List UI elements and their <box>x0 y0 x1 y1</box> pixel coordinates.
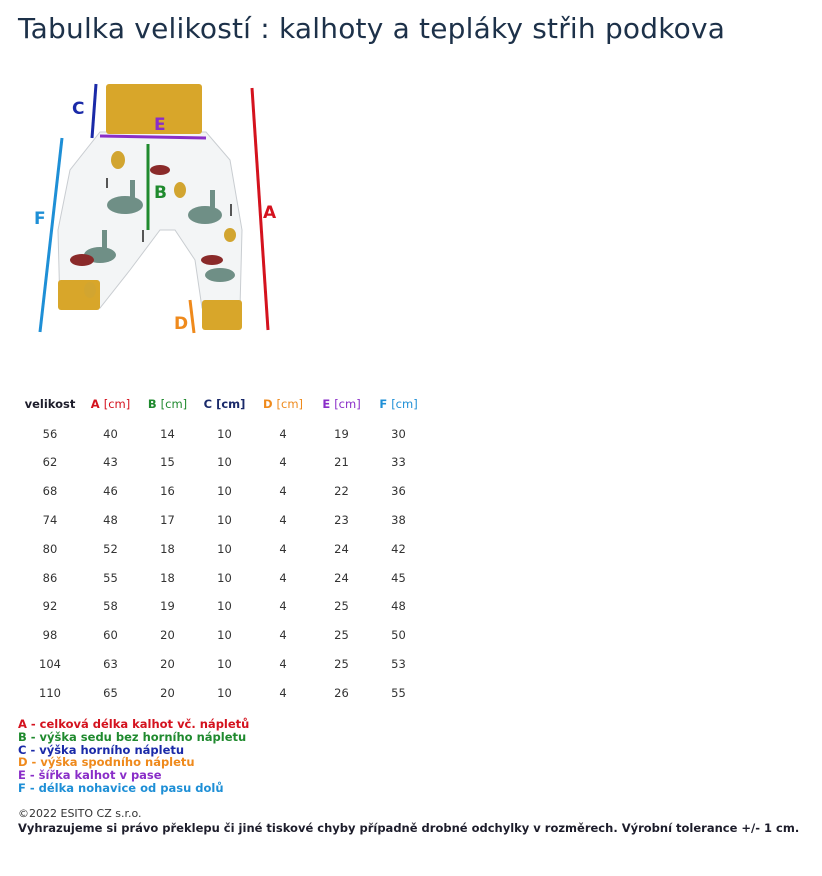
cell-a: 65 <box>103 685 118 700</box>
pants-measurement-diagram <box>30 80 290 350</box>
cell-f: 48 <box>391 599 406 614</box>
table-row <box>18 679 427 708</box>
header-b: B [cm] <box>147 397 188 412</box>
cell-e: 19 <box>334 426 349 441</box>
legend-item-a: A - celková délka kalhot vč. nápletů <box>18 717 250 731</box>
cell-f: 45 <box>391 570 406 585</box>
table-row <box>18 535 427 564</box>
cell-c: 10 <box>217 426 232 441</box>
measure-c-line <box>92 84 96 138</box>
measure-e-line <box>100 136 206 138</box>
copyright: ©2022 ESITO CZ s.r.o. <box>18 807 142 820</box>
cell-e: 21 <box>334 455 349 470</box>
cell-e: 25 <box>334 657 349 672</box>
disclaimer-note: Vyhrazujeme si právo překlepu či jiné tiskové chyby případně drobné odchylky v rozměrech. Výrobní tolerance +/- 1 cm. <box>18 821 800 835</box>
cell-b: 20 <box>160 657 175 672</box>
header-f: F [cm] <box>379 397 418 412</box>
cell-a: 63 <box>103 657 118 672</box>
legend-item-b: B - výška sedu bez horního nápletu <box>18 729 247 744</box>
cell-e: 26 <box>334 685 349 700</box>
cell-d: 4 <box>279 628 287 643</box>
header-a: A [cm] <box>90 397 131 412</box>
cell-d: 4 <box>279 513 287 528</box>
label-d: D <box>174 314 189 334</box>
label-c: C <box>72 99 85 119</box>
page-title: Tabulka velikostí : kalhoty a tepláky střih podkova <box>18 12 726 45</box>
cell-a: 60 <box>103 628 118 643</box>
legend <box>18 718 249 795</box>
header-c: C [cm] <box>203 397 246 412</box>
cell-e: 24 <box>334 541 349 556</box>
cell-a: 40 <box>103 426 118 441</box>
cell-size: 92 <box>42 599 58 614</box>
label-a: A <box>263 203 277 223</box>
cell-a: 48 <box>103 513 118 528</box>
size-table <box>18 390 427 708</box>
header-d: D [cm] <box>262 397 304 412</box>
cell-f: 50 <box>391 628 406 643</box>
cell-b: 15 <box>160 455 175 470</box>
measure-d-line <box>190 300 194 333</box>
cell-size: 68 <box>42 484 58 499</box>
cell-e: 24 <box>334 570 349 585</box>
cell-size: 62 <box>42 455 58 470</box>
cell-b: 17 <box>160 513 175 528</box>
cell-e: 23 <box>334 513 349 528</box>
cell-b: 20 <box>160 628 175 643</box>
cell-a: 43 <box>103 455 118 470</box>
cell-d: 4 <box>279 426 287 441</box>
cell-c: 10 <box>217 513 232 528</box>
header-size: velikost <box>24 397 76 412</box>
legend-item-d: D - výška spodního nápletu <box>18 755 195 770</box>
cell-c: 10 <box>217 570 232 585</box>
label-f: F <box>34 209 46 229</box>
cell-b: 14 <box>160 426 175 441</box>
cell-b: 18 <box>160 541 175 556</box>
cell-f: 53 <box>391 657 406 672</box>
cell-f: 42 <box>391 541 406 556</box>
cell-d: 4 <box>279 455 287 470</box>
cell-c: 10 <box>217 455 232 470</box>
cell-size: 74 <box>42 513 58 528</box>
table-header-row <box>18 390 427 420</box>
cell-d: 4 <box>279 570 287 585</box>
cell-size: 98 <box>42 628 58 643</box>
cell-size: 110 <box>39 685 61 700</box>
cell-e: 25 <box>334 628 349 643</box>
cell-c: 10 <box>217 599 232 614</box>
cell-b: 19 <box>160 599 175 614</box>
right-cuff <box>202 300 242 330</box>
table-row <box>18 622 427 651</box>
cell-size: 104 <box>39 657 61 672</box>
legend-item-c: C - výška horního nápletu <box>18 742 185 757</box>
table-row <box>18 506 427 535</box>
cell-d: 4 <box>279 541 287 556</box>
cell-d: 4 <box>279 484 287 499</box>
cell-size: 80 <box>42 541 58 556</box>
cell-f: 55 <box>391 685 406 700</box>
cell-b: 20 <box>160 685 175 700</box>
cell-a: 52 <box>103 541 118 556</box>
legend-item-f: F - délka nohavice od pasu dolů <box>18 780 224 795</box>
label-e: E <box>154 115 166 135</box>
cell-c: 10 <box>217 541 232 556</box>
table-row <box>18 593 427 622</box>
cell-size: 86 <box>42 570 58 585</box>
cell-f: 30 <box>391 426 406 441</box>
cell-b: 16 <box>160 484 175 499</box>
cell-b: 18 <box>160 570 175 585</box>
header-e: E [cm] <box>322 397 361 412</box>
cell-f: 38 <box>391 513 406 528</box>
legend-item-e: E - šířka kalhot v pase <box>18 768 162 783</box>
cell-d: 4 <box>279 685 287 700</box>
table-row <box>18 420 427 449</box>
label-b: B <box>154 183 167 203</box>
cell-e: 25 <box>334 599 349 614</box>
cell-d: 4 <box>279 599 287 614</box>
cell-c: 10 <box>217 657 232 672</box>
cell-c: 10 <box>217 484 232 499</box>
table-row <box>18 478 427 507</box>
cell-a: 58 <box>103 599 118 614</box>
cell-a: 55 <box>103 570 118 585</box>
cell-e: 22 <box>334 484 349 499</box>
cell-size: 56 <box>42 426 58 441</box>
table-row <box>18 564 427 593</box>
cell-c: 10 <box>217 628 232 643</box>
cell-c: 10 <box>217 685 232 700</box>
table-row <box>18 650 427 679</box>
cell-a: 46 <box>103 484 118 499</box>
cell-f: 33 <box>391 455 406 470</box>
cell-d: 4 <box>279 657 287 672</box>
table-row <box>18 449 427 478</box>
cell-f: 36 <box>391 484 406 499</box>
